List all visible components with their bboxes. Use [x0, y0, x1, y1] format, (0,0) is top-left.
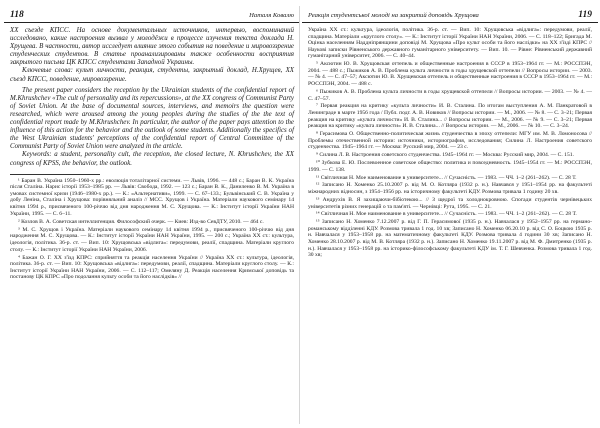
right-page-number: 119	[578, 9, 592, 20]
abstract-en: The present paper considers the reception by the Ukrainian students of the confidential report of M.Khrushchev «The cult of personality and its repercussions», at the XX congress of Communist Party of Soviet Union. At the base of documental sources, interviews, and memoirs the question were researched, which were aroused among the young peoples during the studies of the the text of confidential report made by M.Khrushchev. In particular, the author of the paper pays attention to the influence of this action for the behavior and the outlook of some students. Additionally the specifics of the West Ukrainian students' perceptions of the confidential report of Central Committee of the Communist Party of Soviet Union were analyzed in the article.	[10, 86, 294, 151]
footnote-13: ¹³ Андруxiв В. Я захищаючи-бібіотекою... // З щедрої та холоднокровною. Спогади студентів чернівецьких університетів різних генерацій о та пам'яті. — Чернівці: Рута, 1995. — С. 21.	[308, 196, 592, 210]
footnote-2: ² Козлов В. А. Советская интеллигенция. Философский очерк. — Киев: Изд-во СевДТУ, 2010. — 464 с.	[18, 218, 264, 225]
right-running-head: Реакція студентської молоді на закритий доповідь Хрущова	[308, 12, 479, 20]
keywords-en: Keywords: a student, personality cult, the reception, the closed lecture, N. Khrushchev, the XX congress of KPSS, the behavior, the outlook.	[10, 151, 294, 167]
left-page	[4, 0, 300, 428]
footnote-1: ¹ Баран В. Україна 1950–1960-х рр.: еволюція тоталітарної системи. — Львів, 1996. — 448 с.; Баран В. К. Україна після Сталіна. Нарис історії 1953–1985 рр. — Львів: Свобода, 1992. — 123 с.; Баран В. К., Даниленко В. М. Україна в умовах системної кризи (1946–1980-х рр.). — К.: «Альтернативи», 1999. — С. 67–133.; Бульвінський С. В. Україна у добу Леніна, Сталіна і Хрущова: порівняльний аналіз // МСС. Хрущов і Україна. Матеріали наукового семінару 14 квітня 1994 р., присвяченого 100-річчю від дня народження М. С. Хрущова. — К.: Інститут історії України НАН України, 1995. — С. 6–11.	[10, 177, 294, 217]
footnote-5: ⁵ Аксютин Ю. В. Хрущовская оттепель и общественные настроения в СССР в 1953–1964 гг. — М.: РОССПЭН, 2004. — 488 с.; Пыжиков А. В. Проблема культа личности в годы хрущевской оттепели // Вопросы истории. — 2003. — № 4. — С. 47–57; Аксютин Ю. В. Хрущевская оттепель и общественные настроения в СССР в 1953–1964 гг. — М.: РОССПЭН, 2004. — 488 с.	[308, 61, 592, 88]
right-page-header	[302, 6, 598, 23]
footnote-4: ⁴ Бажан О. Г. ХХ з'їзд КПРС: сприйняття та реакція населення України // Україна ХХ ст.: культура, ідеологія, політика. 36-р. ст. — Вип. 10: Хрущовська «відлига»: передумови, реалії, спадщина. Матеріали круглого столу. — К.: Інститут історії України НАН України, 2006. — С. 112–117; Омеляну Д. Реакція населення Кримської доповідь та постанову ЦК КПРС «Про подолання культу особи та його наслідків» //	[10, 254, 294, 281]
footnote-4-continued: Україна ХХ ст.: культура, ідеологія, політика. 36-р. ст. — Вип. 10: Хрущовська «відлига»: передумови, реалії, спадщина. Матеріали «круглого столу». — К.: Інститут історії України НАН України, 2006. — С. 118–122; Бригада М. Оцінка населенням Наддніпрянщини доповіді М. Хрущова «Про культ особи та його наслідки» на ХХ з'їзді КПРС // Науковi записки Рівненського державного гуманітарного університету. — Вип. 10. — Рівне: Рівненський державний гуманітарний університет, 2006. — С. 40–44.	[308, 27, 592, 60]
page-gutter	[299, 6, 300, 424]
footnote-15: ¹⁵ Записано Н. Хоменко 7.12.2007 р. від Г. П. Герасимової (1935 р. н.). Навчалася у 1952–1957 рр. на германо-романському відділенні КДУ. Розмова тривала 1 год. 10 хв; Записано Н. Хоменко 06.20.10 р. від С. О. Боцкою 1935 р. н. Навчалася у 1953–1958 рр. на математичному факультеті КДУ. Розмова тривала 4 години 30 хв; Записано Н. Хоменко 28.10.2007 р. від М. В. Котляра (1932 р. н.). Записано Н. Хоменко 19.11.2007 р. від М. Ф. Дмитренко (1935 р. н.). Навчалася у 1953–1958 рр. на історико-філософському факультеті КДУ ім. Т. Г. Шевченка. Розмова тривала 1 год. 30 хв;	[308, 219, 592, 259]
footnote-9: ⁹ Силина Л. В. Настроения советского студенчества. 1945–1964 гг. — Москва: Русский мир, 2004. — С. 151.	[316, 152, 574, 159]
footnote-12: ¹² Записано Н. Хоменко 25.10.2007 р. від М. О. Котляра (1932 р. н.). Навчався у 1951–1954 рр. на факультеті міжнародних відносин, з 1954–1956 рр. на історичному факультеті КДУ. Розмова тривала 1 годину 20 хв.	[308, 182, 592, 196]
left-page-body	[4, 23, 300, 281]
footnote-7: ⁷ Первая реакция на критику «культа личности» И. В. Сталина. По итогам выступления А. М. Панкратовой в Ленинграде в марте 1956 года / Публ. подг. А. В. Новиков // Вопросы истории. — М., 2006. — № 8. — С. 3–21; Первая реакция на критику «культа личности» И. В. Сталина... // Вопросы истории. — М., 2006. — № 9. — С. 3–21; Первая реакция на критику «культа личности» И. В. Сталина... // Вопросы истории. — М., 2006. — № 10. — С. 3–24.	[308, 103, 592, 130]
right-page	[302, 0, 598, 428]
right-page-body	[302, 23, 598, 259]
footnote-10: ¹⁰ Зубкова Е. Ю. Послевоенное советское общество: политика и повседневность. 1945–1954 гг. — М.: РОССПЭН, 1999. — С. 138.	[308, 160, 592, 173]
footnote-8: ⁸ Герасимова О. Общественно-политическая жизнь студенчества в эпоху оттепели: МГУ им. М. В. Ломоносова // Проблемы отечественной истории: источники, историография, исследования; Силина Л. Настроения советского студенчества. 1945–1964 гг. — Москва: Русский мир, 2004. — 23 с.	[308, 131, 592, 151]
footnote-14: ¹⁴ Свiтличная Н. Мое наименование в университете... // Сучасність. — 1983. — ЧЧ. 1–2 (261–262). — С. 28 Т.	[316, 211, 577, 218]
footnote-rule	[10, 174, 100, 175]
footnote-6: ⁶ Пыжиков А. В. Проблема культа личности в годы хрущевской оттепели // Вопросы истории. — 2003. — № 4. — С. 47–57.	[308, 88, 592, 102]
left-running-head: Наталя Ковалю	[249, 12, 294, 20]
footnote-11: ¹¹ Свiтличная Н. Мое наименование в университете... // Сучасність. — 1983. — ЧЧ. 1–2 (261–262). — С. 28 Т.	[316, 174, 577, 181]
left-page-header	[4, 6, 300, 23]
footnote-3: ³ М. С. Хрущов і Україна. Матеріали наукового семінару 14 квітня 1994 р., присвяченого 100-річчю від дня народження М. С. Хрущова. — К.: Інститут історії України НАН України, 1995. — 200 с.; Україна ХХ ст.: культура, ідеологія, політика. 36-р. ст. — Вип. 10: Хрущовська «відлига»: передумови, реалії, спадщина. Матеріали круглого столу. — К.: Інститут історії України НАН України, 2006.	[10, 226, 294, 253]
left-page-number: 118	[10, 9, 24, 20]
abstract-ua: ХХ съезде КПСС. На основе документальных источников, интервью, воспоминаний исследовано, какие настроения вызвал у молодёжи в процессе изучения текста доклада Н. Хрущева. В частности, автор исследует влияние этого события на поведение и мировоззрение студенческих студентов. В статье проанализированы также особенности восприятия закрытого письма ЦК КПСС студентами Западной Украины.	[10, 27, 294, 67]
keywords-ua: Ключевые слова: культ личности, реакция, студенты, закрытый доклад, Н.Хрущев, ХХ съезд КПСС, поведение, мировоззрение.	[10, 67, 294, 83]
